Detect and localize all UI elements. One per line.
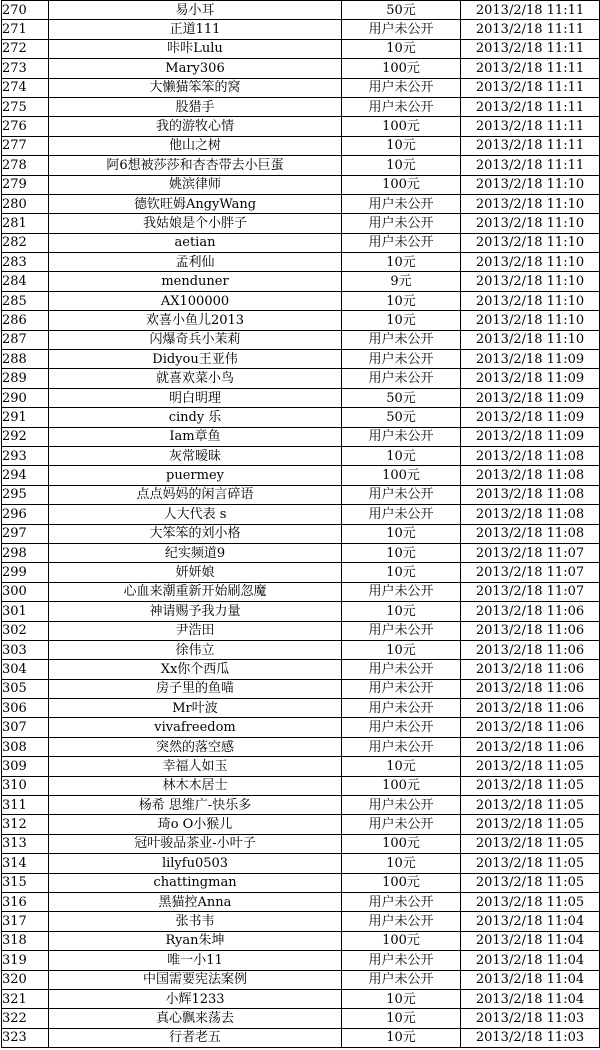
donor-name-cell: 大懒猫笨笨的窝 xyxy=(49,78,342,97)
amount-cell: 100元 xyxy=(342,59,461,78)
amount-cell: 用户未公开 xyxy=(342,505,461,524)
donor-name-cell: 杨希 思维广-快乐多 xyxy=(49,796,342,815)
timestamp-cell: 2013/2/18 11:09 xyxy=(461,369,600,388)
donor-name-cell: 心血来潮重新开始刷忽魔 xyxy=(49,582,342,601)
amount-cell: 用户未公开 xyxy=(342,427,461,446)
amount-cell: 10元 xyxy=(342,253,461,272)
amount-cell: 用户未公开 xyxy=(342,970,461,989)
row-number-cell: 275 xyxy=(2,97,49,116)
table-row xyxy=(2,427,600,446)
row-number-cell: 316 xyxy=(2,892,49,911)
donor-name-cell: 小辉1233 xyxy=(49,989,342,1008)
donor-name-cell: 真心飘来荡去 xyxy=(49,1009,342,1028)
timestamp-cell: 2013/2/18 11:05 xyxy=(461,873,600,892)
row-number-cell: 307 xyxy=(2,718,49,737)
row-number-cell: 323 xyxy=(2,1028,49,1047)
row-number-cell: 272 xyxy=(2,39,49,58)
row-number-cell: 281 xyxy=(2,214,49,233)
timestamp-cell: 2013/2/18 11:11 xyxy=(461,20,600,39)
timestamp-cell: 2013/2/18 11:06 xyxy=(461,737,600,756)
row-number-cell: 284 xyxy=(2,272,49,291)
donor-name-cell: 冠叶骏品茶业-小叶子 xyxy=(49,834,342,853)
row-number-cell: 317 xyxy=(2,912,49,931)
row-number-cell: 321 xyxy=(2,989,49,1008)
row-number-cell: 276 xyxy=(2,117,49,136)
donor-name-cell: 唯一小11 xyxy=(49,951,342,970)
timestamp-cell: 2013/2/18 11:10 xyxy=(461,175,600,194)
table-row xyxy=(2,466,600,485)
donor-name-cell: Didyou王亚伟 xyxy=(49,350,342,369)
amount-cell: 10元 xyxy=(342,854,461,873)
donor-name-cell: AX100000 xyxy=(49,291,342,310)
donor-name-cell: 正道111 xyxy=(49,20,342,39)
amount-cell: 用户未公开 xyxy=(342,369,461,388)
table-row xyxy=(2,873,600,892)
donor-name-cell: 咔咔Lulu xyxy=(49,39,342,58)
amount-cell: 用户未公开 xyxy=(342,350,461,369)
timestamp-cell: 2013/2/18 11:06 xyxy=(461,718,600,737)
table-row xyxy=(2,951,600,970)
row-number-cell: 287 xyxy=(2,330,49,349)
row-number-cell: 292 xyxy=(2,427,49,446)
timestamp-cell: 2013/2/18 11:08 xyxy=(461,485,600,504)
table-row xyxy=(2,524,600,543)
timestamp-cell: 2013/2/18 11:03 xyxy=(461,1028,600,1047)
table-row xyxy=(2,97,600,116)
donor-name-cell: 张书韦 xyxy=(49,912,342,931)
donor-name-cell: 就喜欢菜小鸟 xyxy=(49,369,342,388)
amount-cell: 用户未公开 xyxy=(342,737,461,756)
donor-name-cell: aetian xyxy=(49,233,342,252)
timestamp-cell: 2013/2/18 11:07 xyxy=(461,582,600,601)
row-number-cell: 273 xyxy=(2,59,49,78)
table-row xyxy=(2,20,600,39)
row-number-cell: 318 xyxy=(2,931,49,950)
timestamp-cell: 2013/2/18 11:09 xyxy=(461,350,600,369)
table-row xyxy=(2,175,600,194)
donor-name-cell: Ryan朱坤 xyxy=(49,931,342,950)
amount-cell: 10元 xyxy=(342,757,461,776)
timestamp-cell: 2013/2/18 11:11 xyxy=(461,136,600,155)
amount-cell: 10元 xyxy=(342,1028,461,1047)
row-number-cell: 301 xyxy=(2,602,49,621)
amount-cell: 用户未公开 xyxy=(342,194,461,213)
donor-name-cell: 人大代表 s xyxy=(49,505,342,524)
amount-cell: 用户未公开 xyxy=(342,660,461,679)
amount-cell: 10元 xyxy=(342,156,461,175)
timestamp-cell: 2013/2/18 11:05 xyxy=(461,757,600,776)
table-row xyxy=(2,369,600,388)
table-row xyxy=(2,233,600,252)
row-number-cell: 306 xyxy=(2,699,49,718)
row-number-cell: 293 xyxy=(2,446,49,465)
timestamp-cell: 2013/2/18 11:11 xyxy=(461,97,600,116)
row-number-cell: 296 xyxy=(2,505,49,524)
table-row xyxy=(2,912,600,931)
row-number-cell: 288 xyxy=(2,350,49,369)
amount-cell: 100元 xyxy=(342,776,461,795)
timestamp-cell: 2013/2/18 11:06 xyxy=(461,602,600,621)
donor-name-cell: 妍妍娘 xyxy=(49,563,342,582)
donor-name-cell: lilyfu0503 xyxy=(49,854,342,873)
row-number-cell: 290 xyxy=(2,388,49,407)
timestamp-cell: 2013/2/18 11:11 xyxy=(461,78,600,97)
timestamp-cell: 2013/2/18 11:10 xyxy=(461,233,600,252)
donor-name-cell: 易小耳 xyxy=(49,1,342,20)
row-number-cell: 294 xyxy=(2,466,49,485)
table-row xyxy=(2,1,600,20)
row-number-cell: 283 xyxy=(2,253,49,272)
row-number-cell: 300 xyxy=(2,582,49,601)
row-number-cell: 315 xyxy=(2,873,49,892)
donor-name-cell: 灰常暧昧 xyxy=(49,446,342,465)
row-number-cell: 308 xyxy=(2,737,49,756)
table-row xyxy=(2,39,600,58)
table-row xyxy=(2,757,600,776)
table-row xyxy=(2,117,600,136)
table-row xyxy=(2,1028,600,1047)
donor-name-cell: 阿6想被莎莎和杏杏带去小巨蛋 xyxy=(49,156,342,175)
donation-table xyxy=(1,0,600,1048)
row-number-cell: 311 xyxy=(2,796,49,815)
donor-name-cell: 我的游牧心情 xyxy=(49,117,342,136)
amount-cell: 100元 xyxy=(342,873,461,892)
amount-cell: 10元 xyxy=(342,543,461,562)
timestamp-cell: 2013/2/18 11:05 xyxy=(461,834,600,853)
table-row xyxy=(2,485,600,504)
amount-cell: 用户未公开 xyxy=(342,892,461,911)
timestamp-cell: 2013/2/18 11:08 xyxy=(461,524,600,543)
row-number-cell: 277 xyxy=(2,136,49,155)
amount-cell: 100元 xyxy=(342,466,461,485)
table-row xyxy=(2,892,600,911)
donor-name-cell: 欢喜小鱼儿2013 xyxy=(49,311,342,330)
amount-cell: 10元 xyxy=(342,563,461,582)
donor-name-cell: 姚滨律师 xyxy=(49,175,342,194)
donor-name-cell: 孟利仙 xyxy=(49,253,342,272)
row-number-cell: 291 xyxy=(2,408,49,427)
row-number-cell: 286 xyxy=(2,311,49,330)
row-number-cell: 302 xyxy=(2,621,49,640)
timestamp-cell: 2013/2/18 11:11 xyxy=(461,117,600,136)
timestamp-cell: 2013/2/18 11:05 xyxy=(461,815,600,834)
timestamp-cell: 2013/2/18 11:04 xyxy=(461,951,600,970)
table-row xyxy=(2,78,600,97)
amount-cell: 用户未公开 xyxy=(342,233,461,252)
row-number-cell: 322 xyxy=(2,1009,49,1028)
table-row xyxy=(2,582,600,601)
row-number-cell: 280 xyxy=(2,194,49,213)
table-row xyxy=(2,1009,600,1028)
amount-cell: 用户未公开 xyxy=(342,699,461,718)
table-row xyxy=(2,640,600,659)
amount-cell: 用户未公开 xyxy=(342,912,461,931)
timestamp-cell: 2013/2/18 11:08 xyxy=(461,466,600,485)
table-row xyxy=(2,408,600,427)
row-number-cell: 279 xyxy=(2,175,49,194)
row-number-cell: 313 xyxy=(2,834,49,853)
timestamp-cell: 2013/2/18 11:08 xyxy=(461,446,600,465)
table-row xyxy=(2,989,600,1008)
donor-name-cell: 突然的落空感 xyxy=(49,737,342,756)
timestamp-cell: 2013/2/18 11:06 xyxy=(461,660,600,679)
table-row xyxy=(2,272,600,291)
donor-name-cell: 神请赐予我力量 xyxy=(49,602,342,621)
table-row xyxy=(2,214,600,233)
row-number-cell: 297 xyxy=(2,524,49,543)
timestamp-cell: 2013/2/18 11:06 xyxy=(461,621,600,640)
amount-cell: 100元 xyxy=(342,117,461,136)
row-number-cell: 285 xyxy=(2,291,49,310)
timestamp-cell: 2013/2/18 11:04 xyxy=(461,931,600,950)
donor-name-cell: 房子里的鱼喵 xyxy=(49,679,342,698)
amount-cell: 100元 xyxy=(342,175,461,194)
timestamp-cell: 2013/2/18 11:10 xyxy=(461,253,600,272)
timestamp-cell: 2013/2/18 11:11 xyxy=(461,156,600,175)
amount-cell: 用户未公开 xyxy=(342,621,461,640)
amount-cell: 10元 xyxy=(342,602,461,621)
table-row xyxy=(2,660,600,679)
amount-cell: 用户未公开 xyxy=(342,815,461,834)
amount-cell: 用户未公开 xyxy=(342,718,461,737)
table-row xyxy=(2,602,600,621)
amount-cell: 10元 xyxy=(342,39,461,58)
table-row xyxy=(2,563,600,582)
donor-name-cell: menduner xyxy=(49,272,342,291)
row-number-cell: 310 xyxy=(2,776,49,795)
amount-cell: 10元 xyxy=(342,989,461,1008)
timestamp-cell: 2013/2/18 11:10 xyxy=(461,291,600,310)
amount-cell: 用户未公开 xyxy=(342,78,461,97)
timestamp-cell: 2013/2/18 11:04 xyxy=(461,970,600,989)
row-number-cell: 319 xyxy=(2,951,49,970)
timestamp-cell: 2013/2/18 11:06 xyxy=(461,699,600,718)
amount-cell: 10元 xyxy=(342,524,461,543)
table-row xyxy=(2,737,600,756)
row-number-cell: 274 xyxy=(2,78,49,97)
table-row xyxy=(2,931,600,950)
table-row xyxy=(2,505,600,524)
amount-cell: 用户未公开 xyxy=(342,485,461,504)
donor-name-cell: 幸福人如玉 xyxy=(49,757,342,776)
table-row xyxy=(2,970,600,989)
amount-cell: 50元 xyxy=(342,388,461,407)
amount-cell: 10元 xyxy=(342,1009,461,1028)
timestamp-cell: 2013/2/18 11:10 xyxy=(461,330,600,349)
amount-cell: 用户未公开 xyxy=(342,796,461,815)
table-row xyxy=(2,718,600,737)
timestamp-cell: 2013/2/18 11:09 xyxy=(461,388,600,407)
amount-cell: 10元 xyxy=(342,136,461,155)
donor-name-cell: 中国需要宪法案例 xyxy=(49,970,342,989)
timestamp-cell: 2013/2/18 11:05 xyxy=(461,776,600,795)
table-row xyxy=(2,156,600,175)
row-number-cell: 303 xyxy=(2,640,49,659)
donor-name-cell: 黑猫控Anna xyxy=(49,892,342,911)
donor-name-cell: 行者老五 xyxy=(49,1028,342,1047)
timestamp-cell: 2013/2/18 11:07 xyxy=(461,563,600,582)
amount-cell: 100元 xyxy=(342,931,461,950)
timestamp-cell: 2013/2/18 11:11 xyxy=(461,1,600,20)
donor-name-cell: 纪实频道9 xyxy=(49,543,342,562)
row-number-cell: 298 xyxy=(2,543,49,562)
row-number-cell: 282 xyxy=(2,233,49,252)
donor-name-cell: 我姑娘是个小胖子 xyxy=(49,214,342,233)
donor-name-cell: 点点妈妈的闲言碎语 xyxy=(49,485,342,504)
donor-name-cell: 徐伟立 xyxy=(49,640,342,659)
amount-cell: 用户未公开 xyxy=(342,679,461,698)
table-row xyxy=(2,796,600,815)
donor-name-cell: Xx你个西瓜 xyxy=(49,660,342,679)
table-row xyxy=(2,136,600,155)
table-row xyxy=(2,834,600,853)
table-row xyxy=(2,543,600,562)
table-row xyxy=(2,699,600,718)
timestamp-cell: 2013/2/18 11:06 xyxy=(461,679,600,698)
table-body xyxy=(2,1,600,1048)
donor-name-cell: chattingman xyxy=(49,873,342,892)
row-number-cell: 320 xyxy=(2,970,49,989)
timestamp-cell: 2013/2/18 11:11 xyxy=(461,39,600,58)
row-number-cell: 278 xyxy=(2,156,49,175)
table-row xyxy=(2,679,600,698)
amount-cell: 用户未公开 xyxy=(342,214,461,233)
amount-cell: 用户未公开 xyxy=(342,20,461,39)
donor-name-cell: 德钦旺姆AngyWang xyxy=(49,194,342,213)
donor-name-cell: 琦o O小猴儿 xyxy=(49,815,342,834)
timestamp-cell: 2013/2/18 11:05 xyxy=(461,796,600,815)
timestamp-cell: 2013/2/18 11:10 xyxy=(461,272,600,291)
row-number-cell: 270 xyxy=(2,1,49,20)
timestamp-cell: 2013/2/18 11:11 xyxy=(461,59,600,78)
table-row xyxy=(2,388,600,407)
row-number-cell: 295 xyxy=(2,485,49,504)
timestamp-cell: 2013/2/18 11:05 xyxy=(461,854,600,873)
amount-cell: 50元 xyxy=(342,1,461,20)
table-row xyxy=(2,815,600,834)
row-number-cell: 314 xyxy=(2,854,49,873)
table-row xyxy=(2,776,600,795)
timestamp-cell: 2013/2/18 11:08 xyxy=(461,505,600,524)
amount-cell: 100元 xyxy=(342,834,461,853)
donor-name-cell: 林木木居士 xyxy=(49,776,342,795)
timestamp-cell: 2013/2/18 11:09 xyxy=(461,408,600,427)
row-number-cell: 312 xyxy=(2,815,49,834)
table-row xyxy=(2,854,600,873)
donor-name-cell: Iam章鱼 xyxy=(49,427,342,446)
donor-name-cell: 闪爆奇兵小茉莉 xyxy=(49,330,342,349)
table-row xyxy=(2,350,600,369)
timestamp-cell: 2013/2/18 11:04 xyxy=(461,989,600,1008)
donor-name-cell: 尹浩田 xyxy=(49,621,342,640)
row-number-cell: 299 xyxy=(2,563,49,582)
timestamp-cell: 2013/2/18 11:10 xyxy=(461,214,600,233)
timestamp-cell: 2013/2/18 11:10 xyxy=(461,194,600,213)
timestamp-cell: 2013/2/18 11:05 xyxy=(461,892,600,911)
timestamp-cell: 2013/2/18 11:10 xyxy=(461,311,600,330)
amount-cell: 10元 xyxy=(342,446,461,465)
table-row xyxy=(2,194,600,213)
donor-name-cell: vivafreedom xyxy=(49,718,342,737)
timestamp-cell: 2013/2/18 11:04 xyxy=(461,912,600,931)
table-row xyxy=(2,446,600,465)
amount-cell: 10元 xyxy=(342,311,461,330)
table-row xyxy=(2,621,600,640)
timestamp-cell: 2013/2/18 11:06 xyxy=(461,640,600,659)
row-number-cell: 304 xyxy=(2,660,49,679)
row-number-cell: 309 xyxy=(2,757,49,776)
row-number-cell: 271 xyxy=(2,20,49,39)
table-row xyxy=(2,59,600,78)
timestamp-cell: 2013/2/18 11:09 xyxy=(461,427,600,446)
donor-name-cell: 股猎手 xyxy=(49,97,342,116)
table-row xyxy=(2,311,600,330)
amount-cell: 50元 xyxy=(342,408,461,427)
donor-name-cell: puermey xyxy=(49,466,342,485)
donor-name-cell: 大笨笨的刘小格 xyxy=(49,524,342,543)
donor-name-cell: Mary306 xyxy=(49,59,342,78)
amount-cell: 用户未公开 xyxy=(342,951,461,970)
donor-name-cell: 他山之树 xyxy=(49,136,342,155)
table-row xyxy=(2,330,600,349)
amount-cell: 用户未公开 xyxy=(342,97,461,116)
amount-cell: 用户未公开 xyxy=(342,582,461,601)
timestamp-cell: 2013/2/18 11:03 xyxy=(461,1009,600,1028)
donor-name-cell: 明白明理 xyxy=(49,388,342,407)
donor-name-cell: cindy 乐 xyxy=(49,408,342,427)
table-row xyxy=(2,253,600,272)
table-row xyxy=(2,291,600,310)
amount-cell: 10元 xyxy=(342,640,461,659)
donor-name-cell: Mr叶波 xyxy=(49,699,342,718)
amount-cell: 10元 xyxy=(342,291,461,310)
row-number-cell: 289 xyxy=(2,369,49,388)
row-number-cell: 305 xyxy=(2,679,49,698)
amount-cell: 9元 xyxy=(342,272,461,291)
amount-cell: 用户未公开 xyxy=(342,330,461,349)
timestamp-cell: 2013/2/18 11:07 xyxy=(461,543,600,562)
